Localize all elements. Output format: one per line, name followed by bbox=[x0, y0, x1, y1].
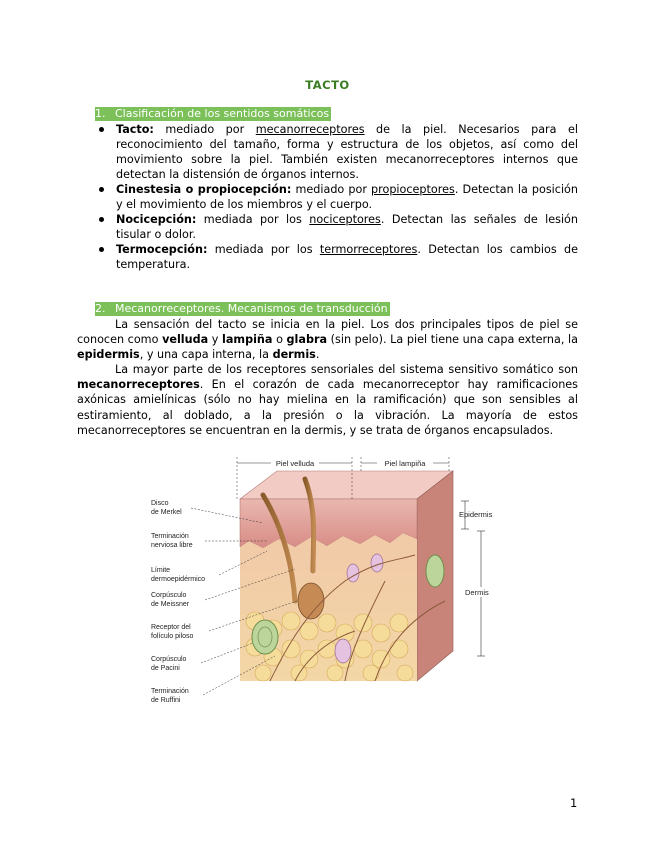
bullet-term: Nocicepción bbox=[116, 213, 192, 226]
paragraph-text: (sin pelo). La piel tiene una capa externa, la bbox=[327, 333, 579, 347]
label-follicle-1: Receptor del bbox=[151, 624, 191, 631]
paragraph-text: . bbox=[315, 348, 320, 362]
label-free-nerve-1: Terminación bbox=[151, 533, 189, 540]
section-title: Mecanorreceptores. Mecanismos de transducción bbox=[115, 302, 388, 315]
bullet-link: mecanorreceptores bbox=[255, 123, 365, 136]
label-merkel-2: de Merkel bbox=[151, 509, 182, 516]
section-number: 1. bbox=[95, 107, 106, 120]
label-meissner-2: de Meissner bbox=[151, 601, 190, 608]
label-follicle-2: folículo piloso bbox=[151, 633, 194, 640]
label-ruffini-2: de Ruffini bbox=[151, 697, 181, 704]
bullet-text: mediado por bbox=[291, 183, 372, 196]
bold-term: epidermis bbox=[77, 348, 140, 362]
list-item bbox=[96, 242, 578, 272]
list-item bbox=[96, 182, 578, 212]
bullet-link: termorreceptores bbox=[319, 243, 418, 256]
bold-term: velluda bbox=[162, 333, 209, 347]
bold-term: glabra bbox=[286, 333, 328, 347]
section-heading-2 bbox=[95, 302, 390, 316]
paragraph bbox=[77, 362, 578, 438]
bullet-term: Cinestesia o propiocepción bbox=[116, 183, 287, 196]
paragraph-text: . En el corazón de cada mecanorreceptor hay ramificaciones axónicas amielínicas (sólo no hay mielina en la ramificación) que son sensibles al estiramiento, al doblado, a la presión o la vibración. La mayoría de estos mecanorreceptores se encuentran en la dermis, y se trata de órganos encapsulados. bbox=[77, 378, 578, 437]
label-dermis: Dermis bbox=[465, 588, 489, 597]
label-merkel-1: Disco bbox=[151, 500, 169, 507]
bold-term: dermis bbox=[272, 348, 316, 362]
bullet-text: de la piel. Necesarios para el reconocimiento del tamaño, forma y estructura de los objetos, así como del movimiento sobre la piel. También existen mecanorreceptores internos que detectan la distensión de órganos internos. bbox=[116, 123, 578, 181]
paragraph-text: o bbox=[272, 333, 287, 347]
bullet-text: . Detectan los cambios de temperatura. bbox=[116, 243, 578, 271]
section-heading-1 bbox=[95, 107, 331, 121]
bullet-text: mediada por los bbox=[196, 213, 310, 226]
bold-term: lampiña bbox=[222, 333, 273, 347]
bullet-text: mediada por los bbox=[207, 243, 320, 256]
paragraph-text: y bbox=[208, 333, 223, 347]
label-epidermis: Epidermis bbox=[459, 510, 493, 519]
label-ruffini-1: Terminación bbox=[151, 688, 189, 695]
bold-term: mecanorreceptores bbox=[77, 378, 200, 392]
bullet-sep: : bbox=[149, 123, 154, 136]
bullet-list bbox=[96, 122, 578, 272]
paragraph-text: La mayor parte de los receptores sensoriales del sistema sensitivo somático son bbox=[115, 363, 578, 376]
paragraph bbox=[77, 317, 578, 363]
label-free-nerve-2: nerviosa libre bbox=[151, 542, 193, 549]
label-dermo-1: Límite bbox=[151, 567, 171, 574]
page-number: 1 bbox=[570, 796, 578, 810]
bullet-sep: : bbox=[286, 183, 292, 196]
label-pacini-2: de Pacini bbox=[151, 665, 180, 672]
skin-diagram-figure bbox=[145, 451, 505, 713]
bullet-sep: : bbox=[202, 243, 208, 256]
label-hairy-skin: Piel velluda bbox=[275, 459, 315, 468]
list-item bbox=[96, 122, 578, 182]
bullet-text: . Detectan las señales de lesión tisular o dolor. bbox=[116, 213, 578, 241]
bullet-text: . Detectan la posición y el movimiento de los miembros y el cuerpo. bbox=[116, 183, 578, 211]
bullet-link: propioceptores bbox=[371, 183, 455, 196]
bullet-term: Termocepción bbox=[116, 243, 203, 256]
list-item bbox=[96, 212, 578, 242]
section-number: 2. bbox=[95, 302, 106, 315]
section-title: Clasificación de los sentidos somáticos bbox=[115, 107, 330, 120]
label-glabrous-skin: Piel lampiña bbox=[384, 459, 426, 468]
label-dermo-2: dermoepidérmico bbox=[151, 576, 206, 583]
paragraph-text: La sensación del tacto se inicia en la piel. Los dos principales tipos de piel se conocen como bbox=[77, 318, 578, 347]
label-meissner-1: Corpúsculo bbox=[151, 592, 187, 599]
bullet-term: Tacto bbox=[116, 123, 150, 136]
bullet-text: mediado por bbox=[153, 123, 256, 136]
bullet-sep: : bbox=[191, 213, 197, 226]
label-pacini-1: Corpúsculo bbox=[151, 656, 187, 663]
bullet-link: nociceptores bbox=[309, 213, 381, 226]
page-title: TACTO bbox=[305, 78, 350, 92]
paragraph-text: , y una capa interna, la bbox=[139, 348, 273, 362]
